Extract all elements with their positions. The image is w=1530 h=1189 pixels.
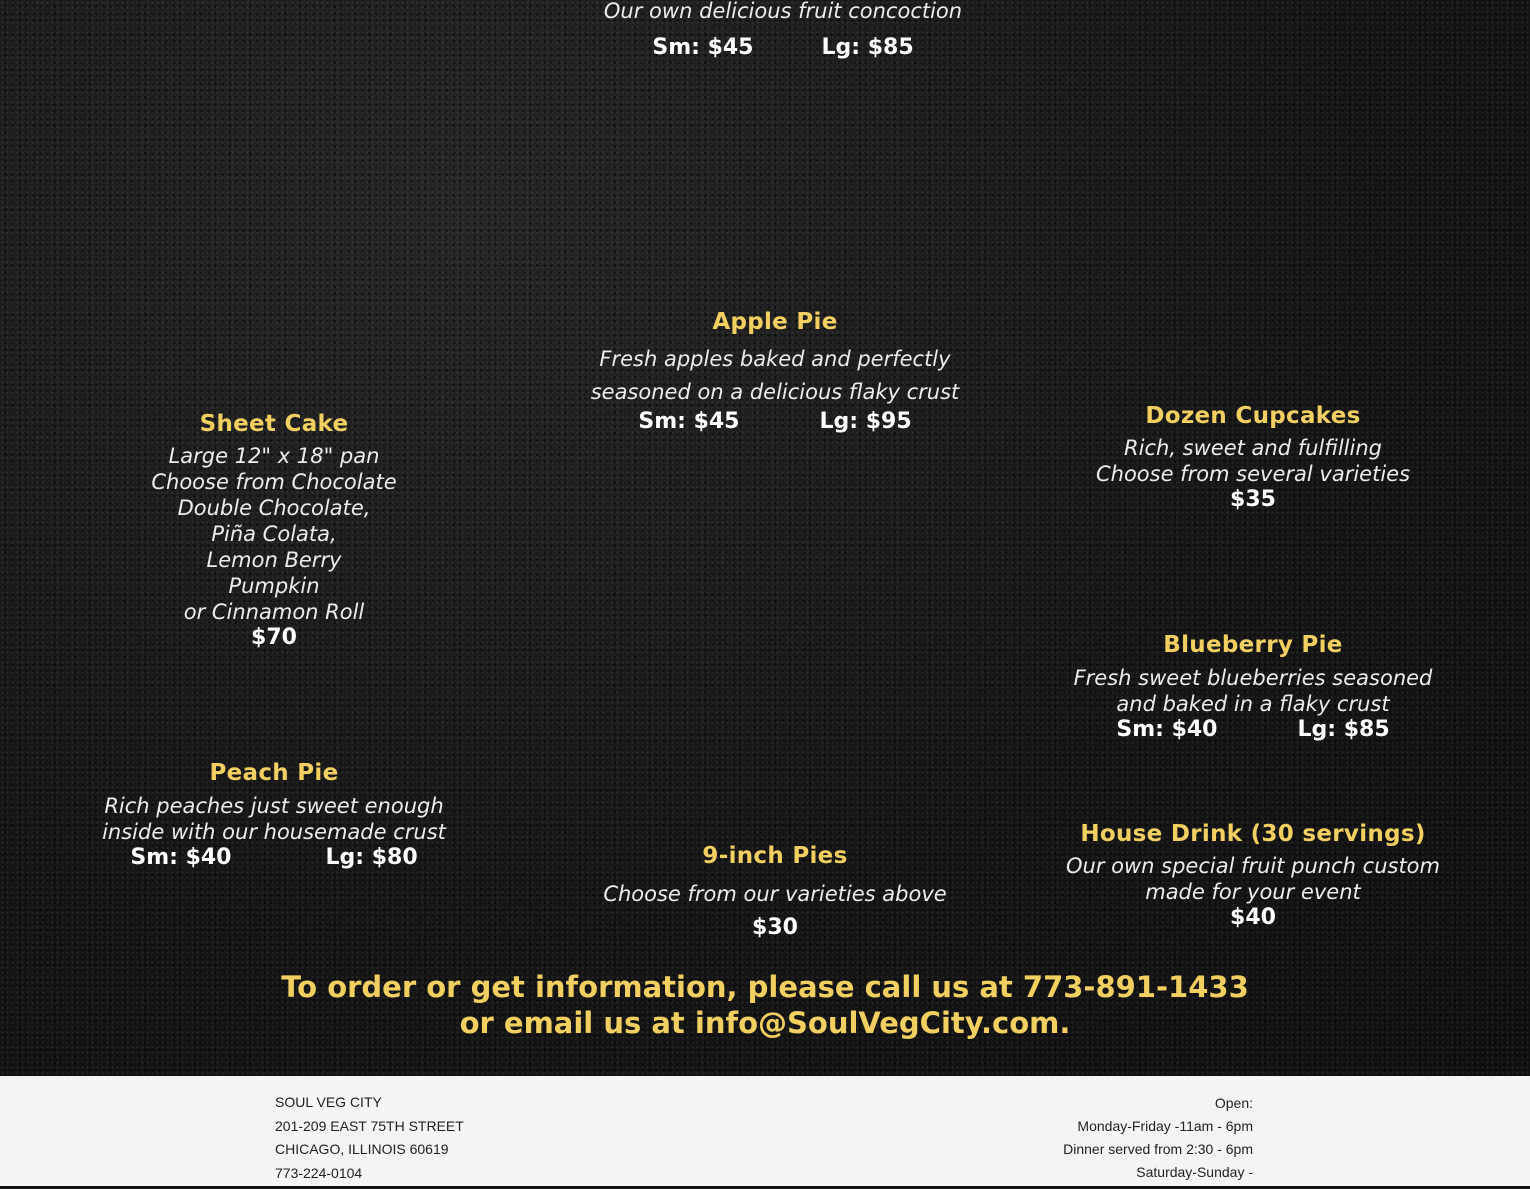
sheet-cake-description-line: Double Chocolate, [177, 496, 371, 520]
sheet-cake-description-line: Large 12" x 18" pan [168, 444, 380, 468]
peach-pie-prices [70, 845, 478, 871]
apple-pie-description-line-1: Fresh apples baked and perfectly [599, 347, 951, 371]
blueberry-pie-title: Blueberry Pie [1163, 632, 1343, 658]
sheet-cake-description-line: Lemon Berry [206, 548, 342, 572]
house-drink-description-line-1: Our own special fruit punch custom [1065, 854, 1440, 878]
fruit-concoction-price-small: Sm: $45 [652, 35, 754, 60]
order-contact-line-2: or email us at info@SoulVegCity.com. [459, 1006, 1071, 1040]
sheet-cake-description-line: Pumpkin [228, 574, 320, 598]
footer-hours-block [1063, 1092, 1253, 1184]
footer-dinner-hours: Dinner served from 2:30 - 6pm [1063, 1141, 1253, 1157]
dozen-cupcakes-price: $35 [1230, 487, 1276, 512]
sheet-cake-item [84, 411, 464, 651]
fruit-concoction-prices [520, 35, 1046, 61]
sheet-cake-description-line: or Cinnamon Roll [183, 600, 365, 624]
sheet-cake-price: $70 [251, 625, 297, 650]
blueberry-pie-price-small: Sm: $40 [1116, 717, 1218, 742]
peach-pie-price-small: Sm: $40 [130, 845, 232, 870]
sheet-cake-description-line: Piña Colata, [211, 522, 337, 546]
fruit-concoction-item [520, 0, 1046, 61]
apple-pie-price-small: Sm: $45 [638, 409, 740, 434]
dozen-cupcakes-item [1040, 403, 1466, 513]
footer-hours-weekday: Monday-Friday -11am - 6pm [1077, 1118, 1253, 1134]
sheet-cake-description [84, 443, 464, 625]
apple-pie-title: Apple Pie [712, 309, 838, 335]
footer-hours-label: Open: [1214, 1095, 1253, 1111]
apple-pie-price-large: Lg: $95 [819, 409, 912, 434]
dozen-cupcakes-description-line-2: Choose from several varieties [1095, 462, 1411, 486]
dozen-cupcakes-title: Dozen Cupcakes [1145, 403, 1361, 429]
footer-street: 201-209 EAST 75TH STREET [275, 1117, 464, 1134]
order-contact-line-1: To order or get information, please call us at 773-891-1433 [281, 970, 1249, 1004]
blueberry-pie-description-line-2: and baked in a flaky crust [1116, 692, 1390, 716]
blueberry-pie-prices [1040, 717, 1466, 743]
fruit-concoction-price-large: Lg: $85 [821, 35, 914, 60]
site-footer [0, 1076, 1530, 1189]
blueberry-pie-price-large: Lg: $85 [1297, 717, 1390, 742]
footer-hours-weekend: Saturday-Sunday - [1136, 1164, 1253, 1180]
peach-pie-price-large: Lg: $80 [325, 845, 418, 870]
house-drink-price: $40 [1230, 905, 1276, 930]
apple-pie-prices [540, 409, 1010, 435]
apple-pie-description-line-2: seasoned on a delicious flaky crust [590, 380, 960, 404]
footer-city: CHICAGO, ILLINOIS 60619 [275, 1141, 449, 1157]
sheet-cake-description-line: Choose from Chocolate [151, 470, 397, 494]
nine-inch-pies-item [560, 843, 990, 941]
footer-business-name: SOUL VEG CITY [275, 1094, 382, 1110]
sheet-cake-title: Sheet Cake [199, 411, 349, 437]
dozen-cupcakes-description-line-1: Rich, sweet and fulfilling [1124, 436, 1382, 460]
peach-pie-item [70, 760, 478, 871]
blueberry-pie-item [1040, 632, 1466, 743]
house-drink-item [1030, 821, 1476, 931]
fruit-concoction-description: Our own delicious fruit concoction [603, 0, 963, 23]
nine-inch-pies-title: 9-inch Pies [702, 843, 848, 869]
apple-pie-item [540, 309, 1010, 435]
house-drink-title: House Drink (30 servings) [1080, 821, 1426, 847]
peach-pie-title: Peach Pie [209, 760, 339, 786]
nine-inch-pies-price: $30 [752, 915, 798, 940]
footer-phone[interactable]: 773-224-0104 [275, 1164, 363, 1181]
blueberry-pie-description-line-1: Fresh sweet blueberries seasoned [1073, 666, 1433, 690]
house-drink-description-line-2: made for your event [1145, 880, 1361, 904]
nine-inch-pies-description: Choose from our varieties above [603, 882, 947, 906]
peach-pie-description-line-2: inside with our housemade crust [102, 820, 446, 844]
footer-address-block [275, 1091, 464, 1185]
peach-pie-description-line-1: Rich peaches just sweet enough [104, 794, 444, 818]
